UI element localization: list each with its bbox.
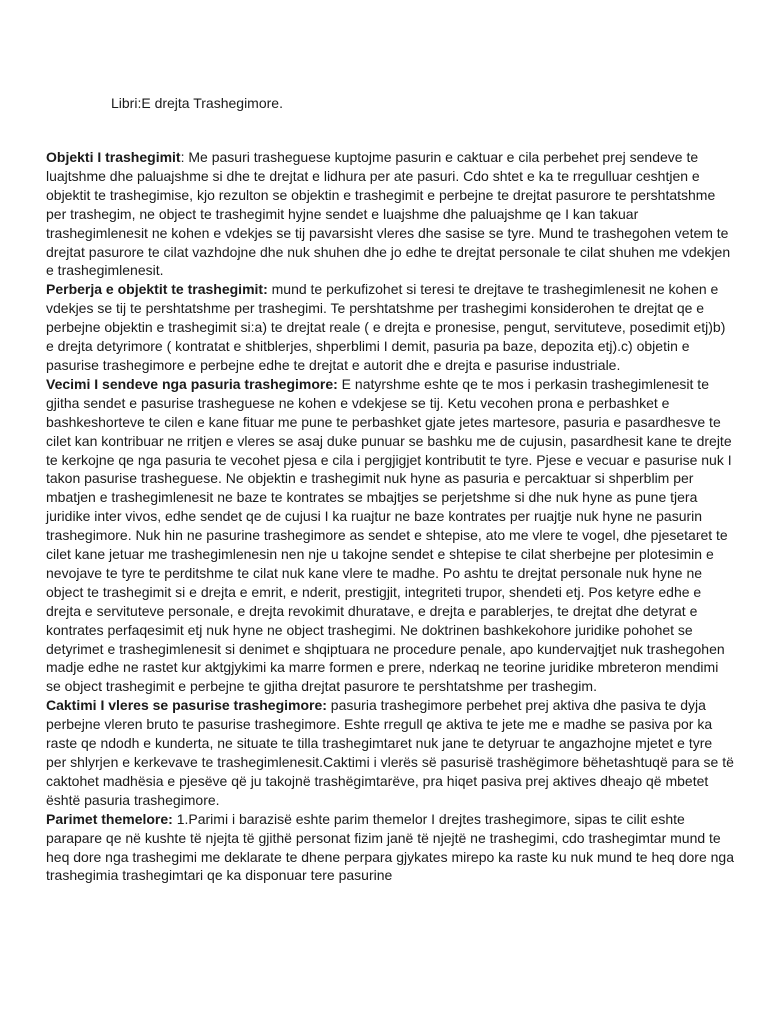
section-text: : Me pasuri trasheguese kuptojme pasurin e caktuar e cila perbehet prej sendeve te luajtshme dhe paluajshme si dhe te drejtat e lidhura per ate pasuri. Cdo shtet e ka te rregulluar ceshtjen e objektit te trashegimise, kjo rezulton se objektin e trashegimit e perbejne te drejtat pasurore te pershtatshme per trashegim, ne object te trashegimit hyjne sendet e luajshme dhe paluajshme qe I kan takuar trashegimlenesit ne kohen e vdekjes se tij pavarsisht vleres dhe sasise se tyre. Mund te trashegohen vetem te drejtat pasurore te cilat vazhdojne dhe nuk shuhen dhe jo edhe te drejtat personale te cilat shuhen me vdekjen e trashegimlenesit. xyxy=(46,149,731,279)
section-heading: Caktimi I vleres se pasurise trashegimore: xyxy=(46,697,327,714)
section-heading: Vecimi I sendeve nga pasuria trashegimore: xyxy=(46,375,338,392)
section-text: 1.Parimi i barazisë eshte parim themelor I drejtes trashegimore, sipas te cilit eshte parapare qe në kushte të njejta të gjithë personat fizim janë të njejtë ne trashegimi, cdo trashegimtar mund te heq dore nga trashegimi me deklarate te dhene perpara gjykates mirepo ka raste ku nuk mund te heq dore nga trashegimia trashegimtari qe ka disponuar tere pasurine xyxy=(46,810,734,884)
section-text: E natyrshme eshte qe te mos i perkasin trashegimlenesit te gjitha sendet e pasurise trasheguese ne kohen e vdekjese se tij. Ketu vecohen prona e perbashket e bashkeshorteve te cilen e kane fituar me pune te perbashket gjate jetes martesore, pasuria e pasardhesve te cilet kan kontribuar ne rritjen e vleres se asaj duke punuar se bashku me de cujusin, pasardhesit kane te drejte te kerkojne qe nga pasuria te vecohet pjesa e cila i pergjigjet kontributit te tyre. Pjese e vecuar e pasurise nuk I takon pasurise trasheguese. Ne objektin e trashegimit nuk hyne as pasuria e percaktuar si shperblim per mbatjen e trashegimlenesit ne baze te kontrates se mbajtjes se perjetshme si dhe nuk hyne as pune tjera juridike inter vivos, edhe sendet qe de cujusi I ka ruajtur ne baze kontrates per ruajtje nuk hyne ne pasurin trashegimore. Nuk hin ne pasurine trashegimore as sendet e shtepise, ato me vlere te vogel, dhe pjesetaret te cilet kane jetuar me trashegimlenesin nen nje u takojne sendet e shtepise te cilat sherbejne per plotesimin e nevojave te tyre te perditshme te cilat nuk kane vlere te madhe. Po ashtu te drejtat personale nuk hyne ne object te trashegimit si e drejta e emrit, e nderit, prestigjit, integriteti trupor, shendeti etj. Pos ketyre edhe e drejta e servituteve personale, e drejta revokimit dhuratave, e drejta e parablerjes, te drejtat dhe detyrat e kontrates perfaqesimit etj nuk hyne ne object trashegimi. Ne doktrinen bashkekohore juridike pohohet se detyrimet e trashegimlenesit si denimet e shqiptuara ne procedure penale, apo kundervajtjet nuk trashegohen madje edhe ne rastet kur aktgjykimi ka marre formen e prere, nderkaq ne teorine juridike mbreteron mendimi se object trashegimit e perbejne te gjitha drejtat pasurore te pershtatshme per trashegim. xyxy=(46,375,732,695)
section-text: pasuria trashegimore perbehet prej aktiva dhe pasiva te dyja perbejne vleren bruto te pasurise trashegimore. Eshte rregull qe aktiva te jete me e madhe se pasiva por ka raste qe ndodh e kunderta, ne situate te tilla trashegimtaret nuk jane te detyruar te angazhojne mjetet e tyre per shlyrjen e kerkevave te trashegimlenesit.Caktimi i vlerës së pasurisë trashëgimore bëhetashtuqë para se të caktohet madhësia e pjesëve që ju takojnë trashëgimtarëve, pra hiqet pasiva prej aktives dheajo që mbetet është pasuria trashegimore. xyxy=(46,697,734,808)
document-title: Libri:E drejta Trashegimore. xyxy=(111,95,283,111)
section-heading: Objekti I trashegimit xyxy=(46,149,181,165)
document-body xyxy=(46,148,734,885)
section-parimet xyxy=(46,810,734,886)
section-vecimi xyxy=(46,375,734,696)
section-objekti xyxy=(46,148,734,280)
section-perberja xyxy=(46,280,734,375)
section-text: mund te perkufizohet si teresi te drejtave te trashegimlenesit ne kohen e vdekjes se tij te pershtatshme per trashegimi. Te pershtatshme per trashegimi konsiderohen te drejtat qe e perbejne objektin e trashegimit si:a) te drejtat reale ( e drejta e pronesise, pengut, servituteve, posedimit etj)b) e drejta detyrimore ( kontratat e shitblerjes, shperblimi I demit, pasuria pa baze, depozita etj).c) objetin e pasurise trashegimore e perbejne edhe te drejtat e autorit dhe e drejta e pasurise industriale. xyxy=(46,281,726,373)
section-heading: Parimet themelore: xyxy=(46,810,173,827)
section-caktimi xyxy=(46,696,734,809)
section-heading: Perberja e objektit te trashegimit: xyxy=(46,281,268,298)
